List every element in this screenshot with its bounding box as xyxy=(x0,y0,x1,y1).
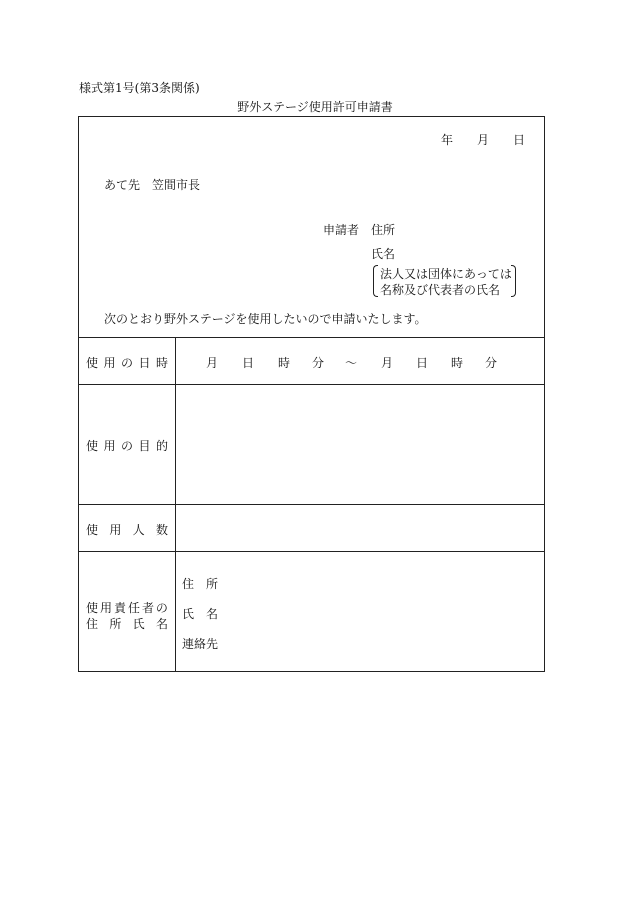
application-form-table xyxy=(78,116,545,672)
responsible-address-label: 住 所 xyxy=(182,577,219,591)
applicant-address-label: 住所 xyxy=(371,223,396,237)
addressee: あて先 笠間市長 xyxy=(104,178,201,192)
date-day-label: 日 xyxy=(513,133,526,147)
row-divider xyxy=(79,337,544,338)
corporate-note-line1: 法人又は団体にあっては xyxy=(380,267,512,281)
datetime-end-hour: 時 xyxy=(451,356,464,370)
row-label-responsible-line2: 住 所 氏 名 xyxy=(86,617,168,631)
row-label-attendees: 使 用 人 数 xyxy=(86,523,168,537)
application-statement: 次のとおり野外ステージを使用したいので申請いたします。 xyxy=(104,312,427,326)
corporate-note-line2: 名称及び代表者の氏名 xyxy=(380,283,501,297)
datetime-range-separator: ～ xyxy=(345,356,358,370)
form-title: 野外ステージ使用許可申請書 xyxy=(237,100,393,114)
datetime-end-month: 月 xyxy=(381,356,394,370)
applicant-label: 申請者 xyxy=(323,223,360,237)
column-divider xyxy=(175,337,176,672)
row-label-datetime: 使 用 の 日 時 xyxy=(86,356,168,370)
datetime-start-hour: 時 xyxy=(278,356,291,370)
form-number: 様式第1号(第3条関係) xyxy=(79,81,200,95)
row-divider xyxy=(79,384,544,385)
bracket-left xyxy=(373,265,378,297)
row-label-responsible-line1: 使 用 責 任 者 の xyxy=(86,601,168,615)
date-year-label: 年 xyxy=(441,133,454,147)
datetime-start-minute: 分 xyxy=(312,356,325,370)
bracket-right xyxy=(511,265,516,297)
row-divider xyxy=(79,504,544,505)
datetime-end-minute: 分 xyxy=(485,356,498,370)
datetime-end-day: 日 xyxy=(416,356,429,370)
applicant-name-label: 氏名 xyxy=(371,247,396,261)
datetime-start-month: 月 xyxy=(206,356,219,370)
responsible-contact-label: 連絡先 xyxy=(182,637,219,651)
row-divider xyxy=(79,551,544,552)
date-month-label: 月 xyxy=(477,133,490,147)
row-label-purpose: 使 用 の 目 的 xyxy=(86,439,168,453)
datetime-start-day: 日 xyxy=(242,356,255,370)
responsible-name-label: 氏 名 xyxy=(182,607,219,621)
